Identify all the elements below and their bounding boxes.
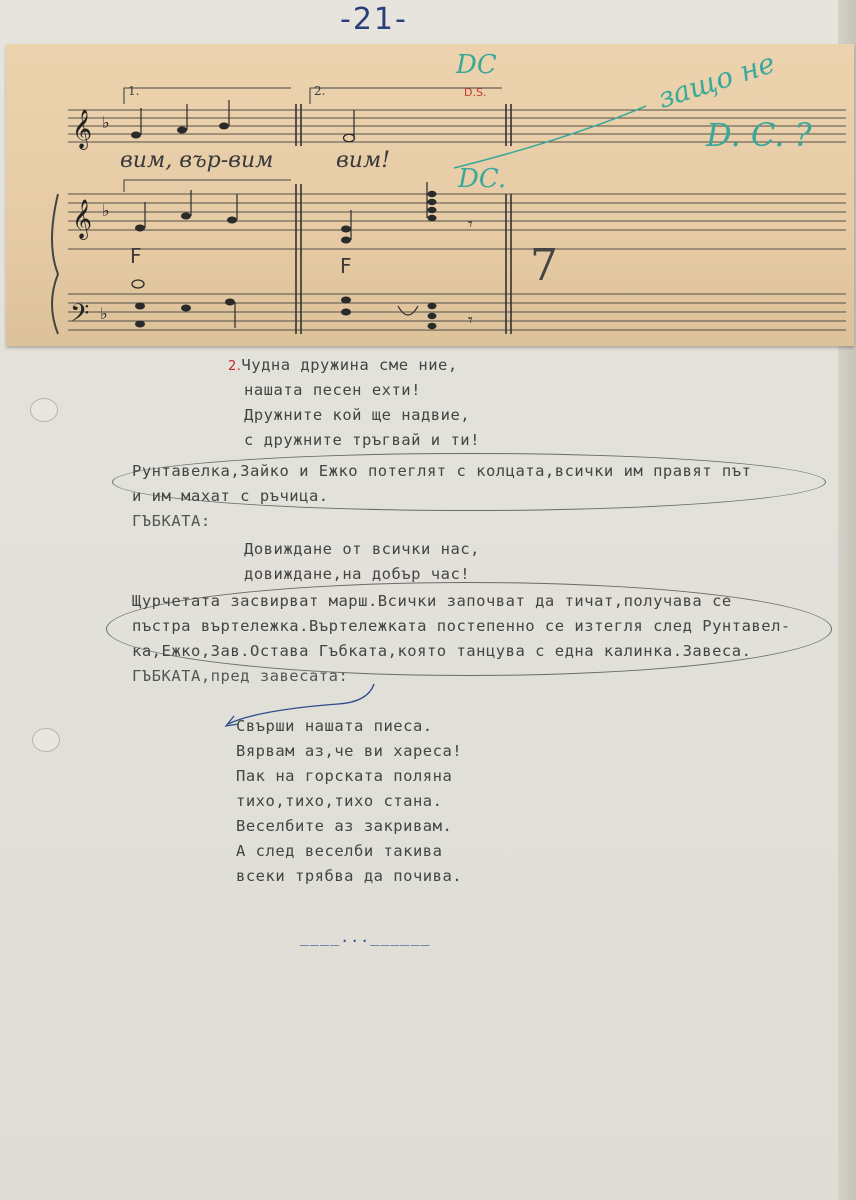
svg-text:7: 7 (530, 240, 558, 291)
verse-line: Свърши нашата пиеса. (236, 717, 433, 735)
margin-note: D. C. ? (706, 116, 812, 154)
stage-direction-line: пъстра въртележка.Въртележката постепенно се изтегля след Рунтавел- (132, 617, 791, 635)
verse-number: 2. (228, 359, 242, 374)
stage-direction-line: Щурчетата засвирват марш.Всички започват да тичат,получава се (132, 592, 732, 610)
verse-line: всеки трябва да почива. (236, 867, 463, 885)
ending-1-lyrics: вим, вър-вим (120, 148, 274, 173)
speaker-name: ГЪБКАТА,пред завесата: (132, 667, 349, 685)
stage-direction-line: ка,Ежко,Зав.Остава Гъбката,която танцува с една калинка.Завеса. (132, 642, 752, 660)
stage-direction-line: и им махат с ръчица. (132, 487, 329, 505)
ending-1-label: 1. (128, 84, 140, 98)
svg-text:𝄞: 𝄞 (72, 109, 93, 149)
end-mark: ____...______ (300, 928, 431, 946)
svg-text:𝄢: 𝄢 (70, 299, 90, 334)
verse-line: 2.Чудна дружина сме ние, (228, 356, 458, 374)
punch-hole (30, 398, 58, 422)
verse-line: Веселбите аз закривам. (236, 817, 453, 835)
dc-marking: DC. (458, 164, 507, 194)
speaker-name: ГЪБКАТА: (132, 512, 211, 530)
verse-line: Вярвам аз,че ви хареса! (236, 742, 463, 760)
punch-hole (32, 728, 60, 752)
svg-text:𝄾: 𝄾 (468, 214, 473, 235)
svg-text:♭: ♭ (100, 304, 108, 323)
verse-line: с дружните тръгвай и ти! (244, 431, 480, 449)
verse-line: А след веселби такива (236, 842, 443, 860)
verse-line: довиждане,на добър час! (244, 565, 471, 583)
music-sheet (6, 44, 854, 346)
verse-line: тихо,тихо,тихо стана. (236, 792, 443, 810)
chord-symbol: F (130, 244, 142, 268)
page-number: -21- (340, 2, 408, 37)
svg-text:♭: ♭ (102, 201, 110, 220)
svg-text:𝄾: 𝄾 (468, 310, 473, 331)
ending-2-label: 2. (314, 84, 326, 98)
svg-text:𝄞: 𝄞 (72, 199, 93, 239)
dc-marking: DC (456, 50, 497, 80)
verse-line: Довиждане от всички нас, (244, 540, 480, 558)
ending-2-lyrics: вим! (336, 148, 391, 173)
chord-symbol: F (340, 254, 352, 278)
ds-marking: D.S. (464, 86, 487, 99)
stage-direction-line: Рунтавелка,Зайко и Ежко потеглят с колцата,всички им правят път (132, 462, 752, 480)
margin-note: защо не (653, 46, 779, 115)
svg-text:♭: ♭ (102, 113, 110, 132)
verse-line: Пак на горската поляна (236, 767, 453, 785)
verse-line: Дружните кой ще надвие, (244, 406, 471, 424)
verse-line: нашата песен ехти! (244, 381, 421, 399)
